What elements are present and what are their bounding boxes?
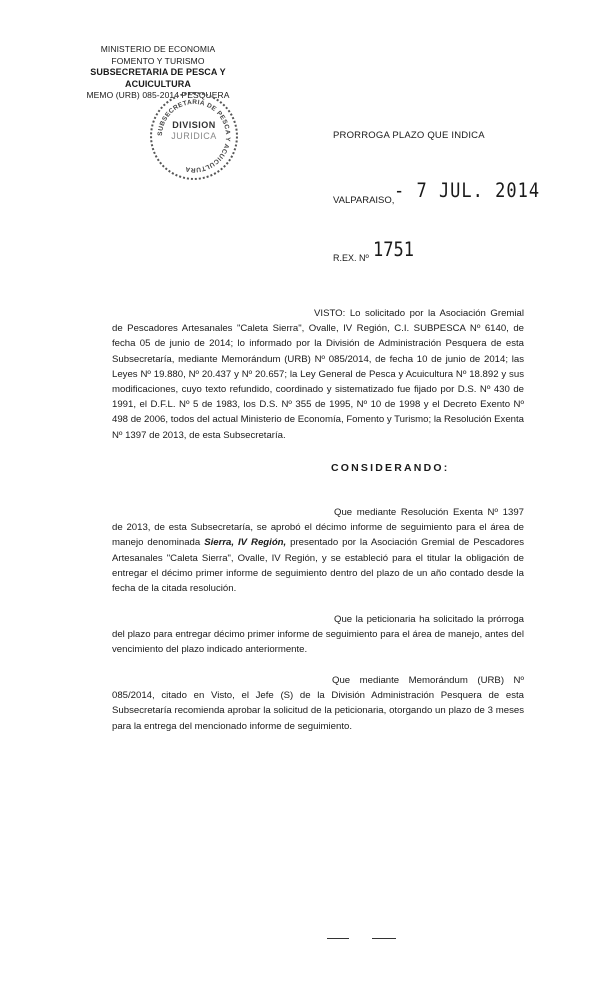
letterhead-ministry-2: FOMENTO Y TURISMO: [111, 55, 205, 66]
considerando-p1-text-b: presentado por la Asociación Gremial de Pescadores Artesanales "Caleta Sierra", Ovalle, IV Región, y se estableció para el titular la obligación de entregar el décimo primer informe de seguimiento dentro del plazo de un año contado desde la fecha de la citada resolución.: [112, 537, 524, 595]
considerando-p1-area-name: Sierra, IV Región,: [204, 537, 287, 549]
visto-paragraph: VISTO: Lo solicitado por la Asociación Gremial de Pescadores Artesanales "Caleta Sierra", Ovalle, IV Región, C.I. SUBPESCA Nº 6140, de fecha 05 de junio de 2014; lo informado por la División de Administración Pesquera de esta Subsecretaría, mediante Memorándum (URB) Nº 085/2014, de fecha 10 de junio de 2014; las Leyes Nº 19.880, Nº 20.437 y Nº 20.657; la Ley General de Pesca y Acuicultura Nº 18.892 y sus modificaciones, cuyo texto refundido, coordinado y sistematizado fue fijado por D.S. Nº 430 de 1991, el D.F.L. Nº 5 de 1983, los D.S. Nº 355 de 1995, Nº 10 de 1998 y el Decreto Exento Nº 498 de 2006, todos del actual Ministerio de Economía, Fomento y Turismo; la Resolución Exenta Nº 1397 de 2013, de esta Subsecretaría.: [112, 308, 524, 441]
considerando-p1-text-a: Que mediante Resolución Exenta Nº 1397 de 2013, de esta Subsecretaría, se aprobó el décimo informe de seguimiento para el área de manejo denominada: [112, 507, 524, 549]
stamp-center-line1: DIVISION: [172, 120, 216, 130]
resolution-label: R.EX. Nº: [333, 253, 369, 263]
footer-line-right: [372, 938, 396, 939]
stamp-center-line2: JURIDICA: [171, 131, 217, 141]
considerando-title: CONSIDERANDO:: [331, 462, 450, 474]
letterhead-memo: MEMO (URB) 085-2014 PESQUERA: [86, 90, 230, 100]
considerando-paragraph-1: [112, 505, 524, 596]
document-subject: PRORROGA PLAZO QUE INDICA: [333, 130, 485, 141]
letterhead-subsecretaria: SUBSECRETARIA DE PESCA Y ACUICULTURA: [90, 67, 226, 89]
resolution-number: 1751: [373, 238, 414, 262]
footer-line-left: [327, 938, 349, 939]
place-label: VALPARAISO,: [333, 195, 395, 206]
letterhead: [58, 44, 258, 102]
division-stamp: [150, 92, 238, 180]
date-stamp: - 7 JUL. 2014: [394, 179, 541, 203]
considerando-paragraph-3: Que mediante Memorándum (URB) Nº 085/2014, citado en Visto, el Jefe (S) de la División Administración Pesquera de esta Subsecretaría recomienda aprobar la solicitud de la peticionaria, otorgando un plazo de 3 meses para la entrega del mencionado informe de seguimiento.: [112, 675, 524, 732]
stamp-ring-text: SUBSECRETARIA DE PESCA Y ACUICULTURA: [156, 98, 232, 174]
considerando-paragraph-2: Que la peticionaria ha solicitado la prórroga del plazo para entregar décimo primer informe de seguimiento para el área de manejo, antes del vencimiento del plazo indicado anteriormente.: [112, 614, 524, 656]
letterhead-ministry: MINISTERIO DE ECONOMIA: [100, 44, 216, 54]
